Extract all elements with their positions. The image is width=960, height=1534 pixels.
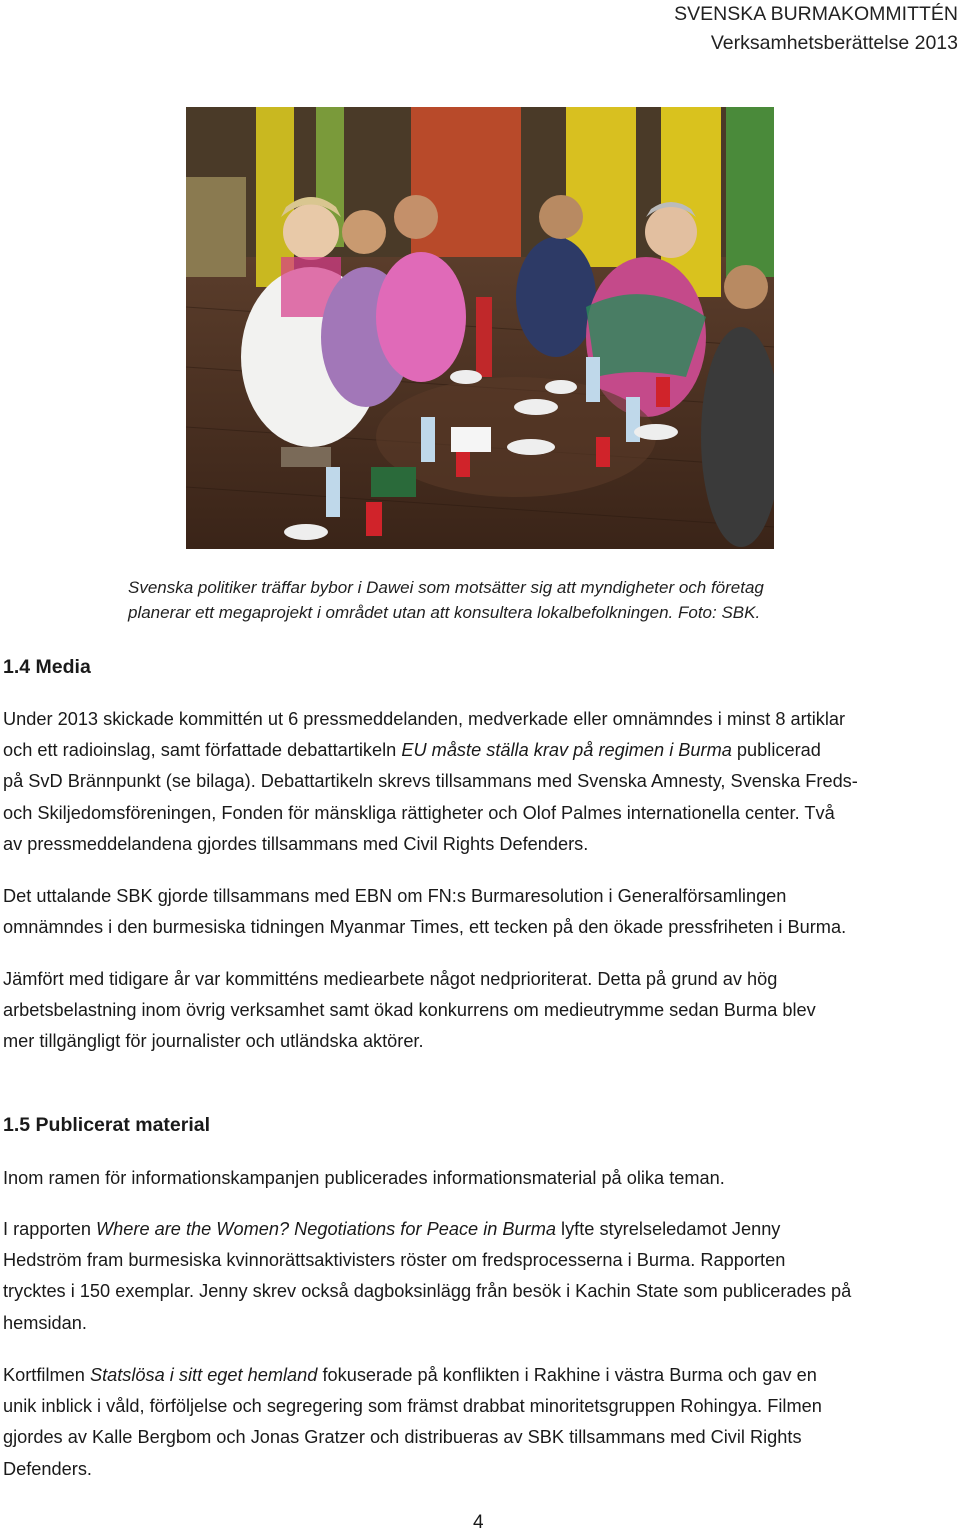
text-line	[3, 735, 960, 766]
caption-line-1: Svenska politiker träffar bybor i Dawei som motsätter sig att myndigheter och företag	[128, 578, 764, 597]
film-title: Statslösa i sitt eget hemland	[89, 1365, 318, 1385]
text-line: Jämfört med tidigare år var kommitténs mediearbete något nedprioriterat. Detta på grund av hög	[3, 969, 778, 989]
media-paragraph-1	[3, 704, 960, 860]
text-line: och Skiljedomsföreningen, Fonden för mänskliga rättigheter och Olof Palmes internationella center. Två	[3, 802, 835, 823]
text-line	[3, 1214, 960, 1245]
text-span: Kortfilmen	[3, 1365, 90, 1385]
page-number: 4	[473, 1512, 484, 1533]
section-heading-published: 1.5 Publicerat material	[3, 1114, 211, 1136]
header-org: SVENSKA BURMAKOMMITTÉN	[674, 3, 958, 25]
text-line: på SvD Brännpunkt (se bilaga). Debattartikeln skrevs tillsammans med Svenska Amnesty, Svenska Freds-	[3, 771, 858, 792]
page-header	[674, 0, 958, 58]
published-paragraph-2	[3, 1214, 960, 1339]
text-line	[3, 1360, 960, 1391]
text-line: av pressmeddelandena gjordes tillsammans med Civil Rights Defenders.	[3, 833, 589, 854]
report-title: Where are the Women? Negotiations for Peace in Burma	[96, 1219, 556, 1239]
text-line: Hedström fram burmesiska kvinnorättsaktivisters röster om fredsprocesserna i Burma. Rapporten	[3, 1250, 786, 1271]
text-line: omnämndes i den burmesiska tidningen Myanmar Times, ett tecken på den ökade pressfriheten i Burma.	[3, 917, 847, 938]
text-span: I rapporten	[3, 1219, 97, 1239]
text-line: arbetsbelastning inom övrig verksamhet samt ökad konkurrens om medieutrymme sedan Burma blev	[3, 1000, 816, 1021]
text-line: mer tillgängligt för journalister och utländska aktörer.	[3, 1031, 424, 1052]
media-paragraph-2	[3, 881, 960, 943]
text-line: Det uttalande SBK gjorde tillsammans med EBN om FN:s Burmaresolution i Generalförsamlingen	[3, 886, 787, 906]
text-line: Defenders.	[3, 1458, 92, 1479]
photo-caption	[128, 575, 888, 625]
section-heading-media: 1.4 Media	[3, 656, 91, 678]
text-span: fokuserade på konflikten i Rakhine i västra Burma och gav en	[317, 1365, 817, 1385]
text-span: lyfte styrelseledamot Jenny	[555, 1219, 781, 1239]
text-line: gjordes av Kalle Bergbom och Jonas Gratzer och distribueras av SBK tillsammans med Civil Rights	[3, 1427, 802, 1448]
caption-line-2: planerar ett megaprojekt i området utan att konsultera lokalbefolkningen. Foto: SBK.	[128, 603, 761, 622]
article-title: EU måste ställa krav på regimen i Burma	[401, 740, 732, 761]
text-line: unik inblick i våld, förföljelse och segregering som främst drabbat minoritetsgruppen Rohingya. Filmen	[3, 1396, 822, 1417]
meeting-photo	[186, 107, 774, 549]
media-paragraph-3	[3, 964, 960, 1058]
photo-meeting-icon	[186, 107, 774, 549]
published-paragraph-1	[3, 1163, 960, 1194]
text-line: hemsidan.	[3, 1312, 87, 1333]
text-line: Inom ramen för informationskampanjen publicerades informationsmaterial på olika teman.	[3, 1168, 725, 1188]
text-span: publicerad	[731, 740, 821, 761]
header-report: Verksamhetsberättelse 2013	[710, 32, 958, 54]
published-paragraph-3	[3, 1360, 960, 1485]
text-line: Under 2013 skickade kommittén ut 6 pressmeddelanden, medverkade eller omnämndes i minst 8 artiklar	[3, 709, 846, 729]
text-line: trycktes i 150 exemplar. Jenny skrev också dagboksinlägg från besök i Kachin State som publicerades på	[3, 1281, 852, 1302]
text-span: och ett radioinslag, samt författade debattartikeln	[3, 740, 402, 761]
